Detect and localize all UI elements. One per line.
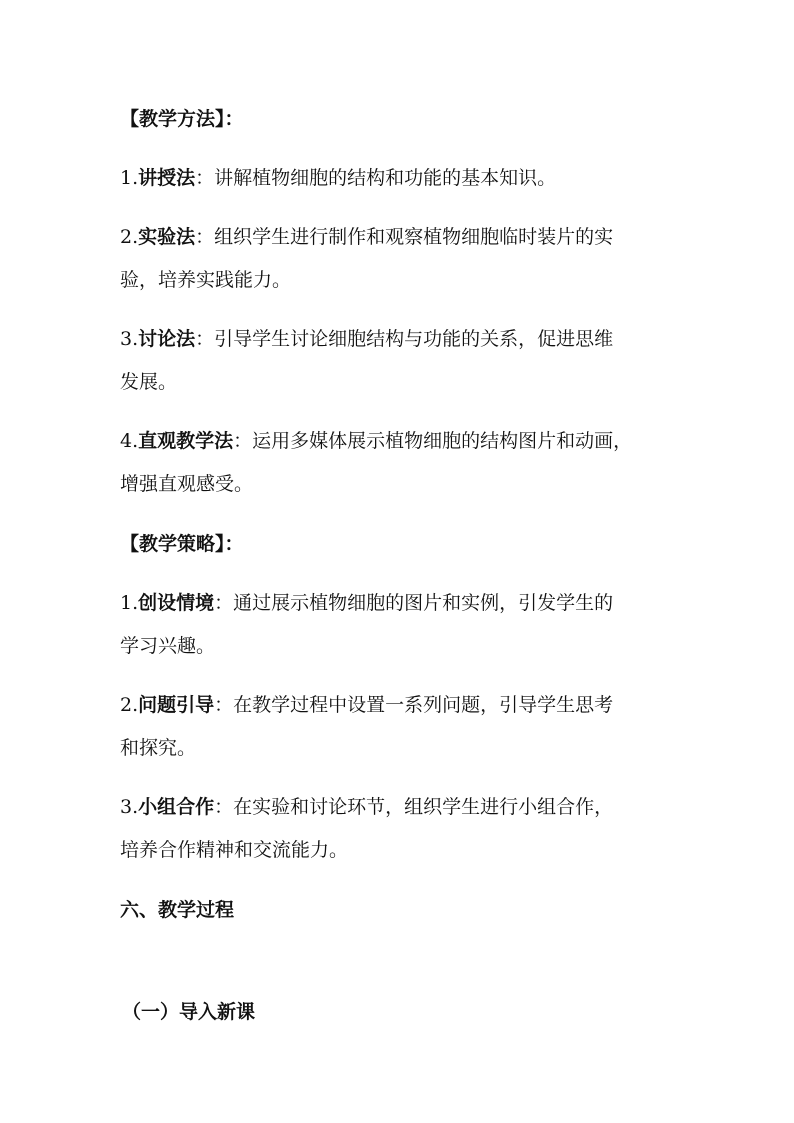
method-item-experiment: 2.实验法：组织学生进行制作和观察植物细胞临时装片的实 <box>120 226 614 248</box>
item-text: 和探究。 <box>120 737 197 759</box>
item-label: 创设情境 <box>138 592 215 614</box>
item-label: 问题引导 <box>138 694 215 716</box>
method-item-discussion: 3.讨论法：引导学生讨论细胞结构与功能的关系，促进思维 <box>120 328 614 350</box>
method-item-experiment-cont <box>120 268 291 292</box>
item-text: 增强直观感受。 <box>120 473 254 495</box>
strategy-item-groupwork: 3.小组合作：在实验和讨论环节，组织学生进行小组合作， <box>120 796 614 818</box>
item-text: 组织学生进行制作和观察植物细胞临时装片的实 <box>214 226 614 248</box>
item-number: 3. <box>120 328 139 350</box>
strategy-item-questions: 2.问题引导：在教学过程中设置一系列问题，引导学生思考 <box>120 694 614 716</box>
item-label: 实验法 <box>138 226 196 248</box>
item-label: 讨论法 <box>138 328 196 350</box>
item-number: 2. <box>120 226 139 248</box>
item-text: 学习兴趣。 <box>120 635 216 657</box>
item-number: 3. <box>120 796 139 818</box>
item-text: 运用多媒体展示植物细胞的结构图片和动画， <box>252 430 633 452</box>
method-item-discussion-cont <box>120 370 177 394</box>
item-number: 4. <box>120 430 139 452</box>
teaching-strategies-heading: 【教学策略】： <box>120 533 244 555</box>
item-text: 验，培养实践能力。 <box>120 269 292 291</box>
item-number: 1. <box>120 592 139 614</box>
item-text: 培养合作精神和交流能力。 <box>120 839 349 861</box>
strategy-item-questions-cont <box>120 736 196 760</box>
method-item-visual: 4.直观教学法：运用多媒体展示植物细胞的结构图片和动画， <box>120 430 633 452</box>
section-six-heading: 六、教学过程 <box>120 899 235 921</box>
method-item-visual-cont <box>120 472 253 496</box>
item-text: 发展。 <box>120 371 178 393</box>
item-text: 在实验和讨论环节，组织学生进行小组合作， <box>233 796 614 818</box>
item-number: 1. <box>120 167 139 189</box>
strategy-item-situation: 1.创设情境：通过展示植物细胞的图片和实例，引发学生的 <box>120 592 614 614</box>
item-text: 在教学过程中设置一系列问题，引导学生思考 <box>233 694 614 716</box>
item-number: 2. <box>120 694 139 716</box>
item-label: 讲授法 <box>138 167 196 189</box>
method-item-lecture: 1.讲授法：讲解植物细胞的结构和功能的基本知识。 <box>120 167 557 189</box>
item-text: 引导学生讨论细胞结构与功能的关系，促进思维 <box>214 328 614 350</box>
subsection-one-heading: （一）导入新课 <box>122 1001 256 1023</box>
item-label: 直观教学法 <box>138 430 234 452</box>
strategy-item-groupwork-cont <box>120 838 348 862</box>
item-label: 小组合作 <box>138 796 215 818</box>
item-text: 通过展示植物细胞的图片和实例，引发学生的 <box>233 592 614 614</box>
strategy-item-situation-cont <box>120 634 215 658</box>
teaching-methods-heading: 【教学方法】： <box>120 108 244 130</box>
item-text: 讲解植物细胞的结构和功能的基本知识。 <box>214 167 557 189</box>
